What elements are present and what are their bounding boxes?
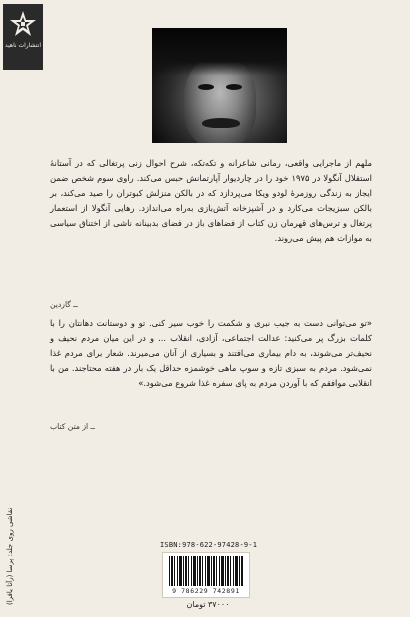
right-eye	[226, 84, 242, 90]
star-emblem-icon	[9, 10, 37, 38]
mustache-shape	[202, 118, 240, 128]
isbn-label: ISBN:978-622-97428-9-1	[160, 541, 258, 549]
excerpt-attribution: ــ از متن کتاب	[50, 422, 95, 431]
barcode-number: 9 786229 742891	[172, 587, 240, 595]
author-photo	[152, 28, 287, 143]
blurb-attribution: ــ گاردین	[50, 300, 78, 309]
price-label: ۳۷۰۰۰ تومان	[186, 600, 230, 609]
barcode	[162, 552, 250, 598]
hair-shape	[152, 28, 287, 76]
left-eye	[198, 84, 214, 90]
blurb-paragraph: ملهم از ماجرایی واقعی، رمانی شاعرانه و تکه‌تکه، شرح احوال زنی پرتغالی که در آستانهٔ استقلال آنگولا در ۱۹۷۵ خود را در چاردیوار آپارتمانش حبس می‌کند. راوی سوم شخص ضمن ایجاز به زندگی روزمرهٔ لودو ویکا می‌پردازد که در بالکن منزلش کبوتران را صید می‌کند، بر بالکن سبزیجات می‌کارد و در آشپزخانه آتش‌بازی به‌راه می‌اندازد. رهایی آنگولا از استعمار پرتغال و ترس‌های قهرمان زن کتاب از فضاهای باز در فضای بدبینانه ناشی از اختناق سیاسی به موازات هم پیش می‌روند.	[50, 158, 372, 243]
cover-artist-credit: نقاشی روی جلد: پرسا (رآتا یافرا)	[6, 508, 14, 606]
excerpt-paragraph: «تو می‌توانی دست به جیب نبری و شکمت را خوب سیر کنی. تو و دوستانت دهانتان را با کلمات بزرگ پر می‌کنید: عدالت اجتماعی، آزادی، انقلاب ... و در این میان مردم نحیف و نحیف‌تر می‌شوند، به دام بیماری می‌افتند و بسیاری از آنان می‌میرند. شعار برای مردم غذا نمی‌شود. مردم به سبزی تازه و سوپ ماهی خوشمزه حداقل یک بار در هفته محتاجند. من با انقلابی موافقم که با آوردن مردم به پای سفره غذا شروع می‌شود.»	[50, 318, 372, 388]
publisher-logo	[3, 4, 43, 70]
publisher-name: انتشارات ناهید	[4, 42, 42, 49]
barcode-bars	[169, 556, 243, 586]
